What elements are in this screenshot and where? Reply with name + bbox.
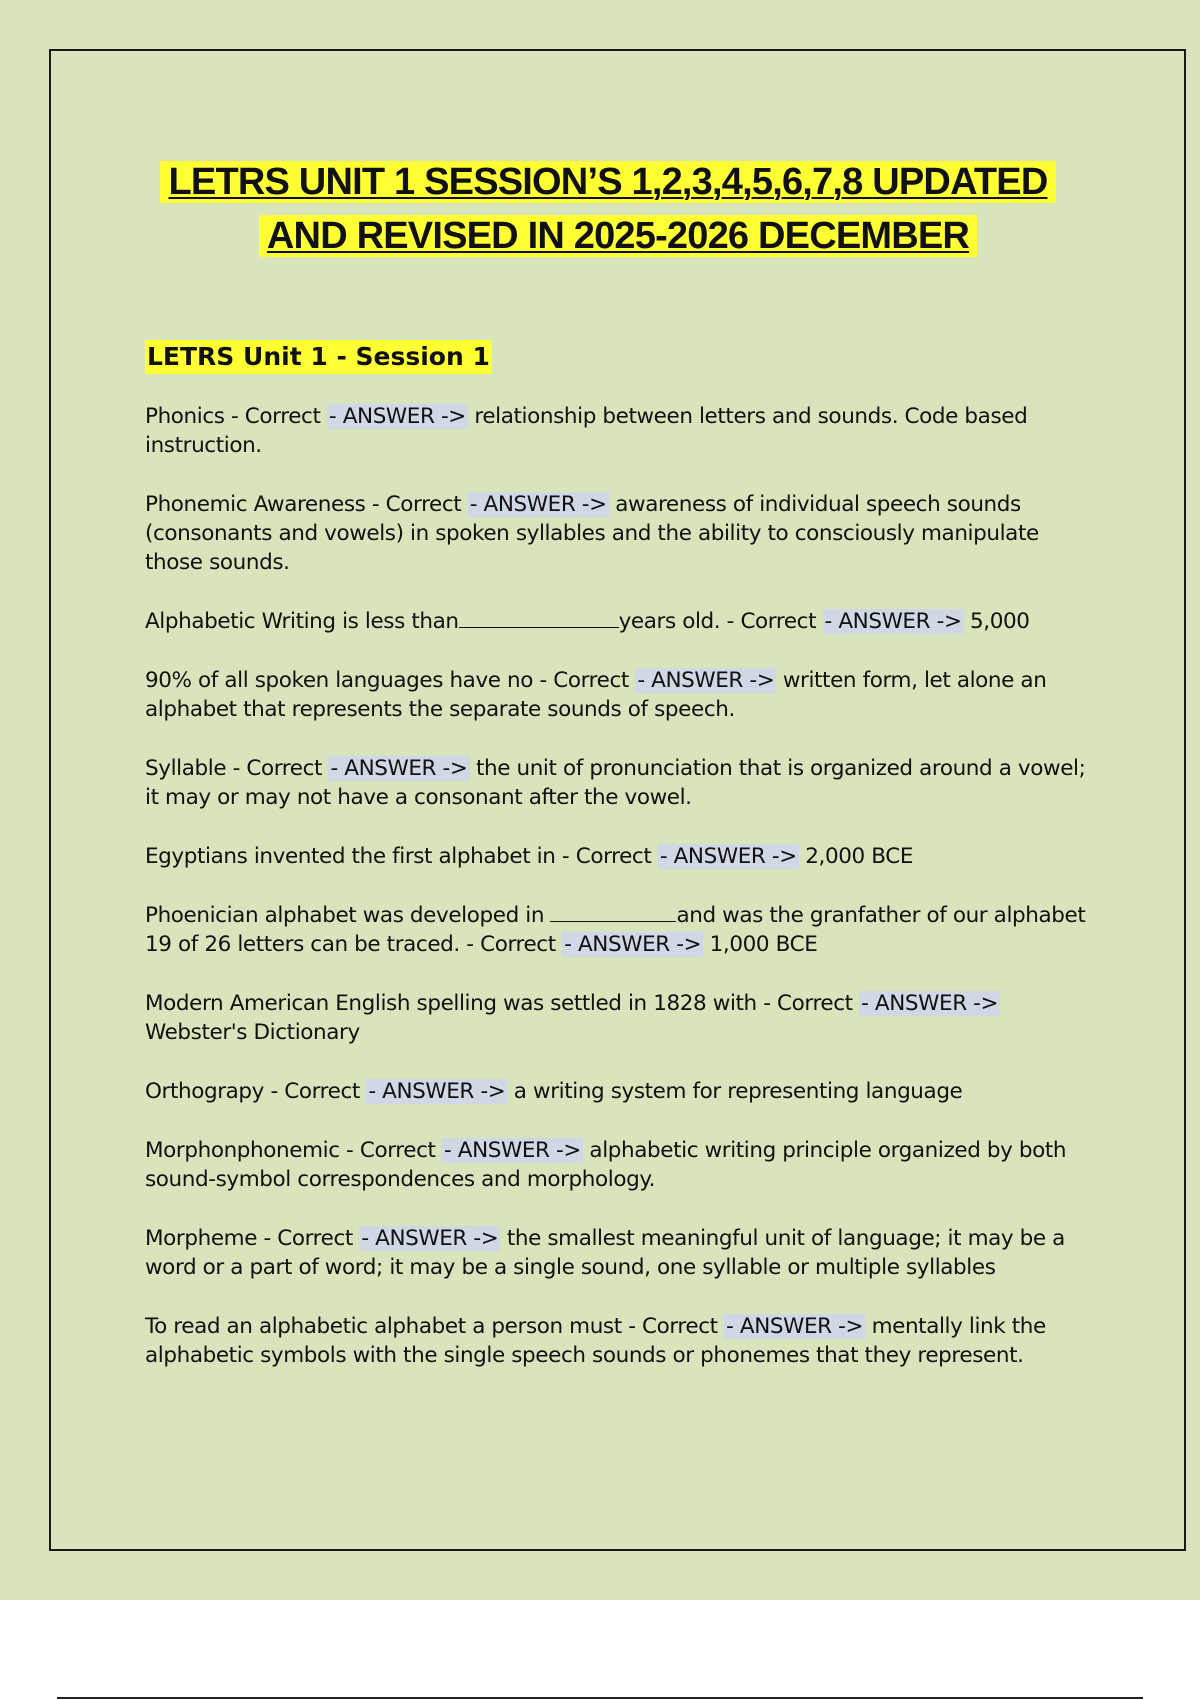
answer-tag: - ANSWER -> (637, 668, 775, 693)
qa-item-spoken-languages (145, 666, 1090, 724)
question: Morpheme - (145, 1226, 278, 1251)
qa-item-egyptians (145, 842, 1090, 871)
question: 90% of all spoken languages have no - (145, 668, 554, 693)
qa-item-phoenician (145, 901, 1090, 959)
correct-label: Correct (244, 404, 327, 429)
correct-label: Correct (480, 932, 563, 957)
title-line-1: LETRS UNIT 1 SESSION’S 1,2,3,4,5,6,7,8 UPDATED (160, 161, 1055, 203)
correct-label: Correct (385, 492, 468, 517)
answer-tag: - ANSWER -> (368, 1079, 506, 1104)
answer-tag: - ANSWER -> (330, 756, 468, 781)
title-line-2: AND REVISED IN 2025-2026 DECEMBER (259, 215, 977, 257)
answer: a writing system for representing language (507, 1079, 963, 1104)
answer-tag: - ANSWER -> (861, 991, 999, 1016)
answer-tag: - ANSWER -> (726, 1314, 864, 1339)
correct-label: Correct (777, 991, 860, 1016)
qa-list (145, 402, 1090, 1370)
answer: 2,000 BCE (798, 844, 914, 869)
qa-item-modern-spelling (145, 989, 1090, 1047)
question: Syllable - (145, 756, 247, 781)
qa-item-syllable (145, 754, 1090, 812)
footer-divider (57, 1697, 1143, 1699)
answer: written form, let alone an alphabet that represents the separate sounds of speech. (145, 668, 1047, 722)
correct-label: Correct (553, 668, 636, 693)
correct-label: Correct (359, 1138, 442, 1163)
correct-label: Correct (642, 1314, 725, 1339)
answer-tag: - ANSWER -> (564, 932, 702, 957)
correct-label: Correct (277, 1226, 360, 1251)
answer-tag: - ANSWER -> (824, 609, 962, 634)
answer: 1,000 BCE (703, 932, 818, 957)
correct-label: Correct (246, 756, 329, 781)
answer: the smallest meaningful unit of language; it may be a word or a part of word; it may be a single sound, one syllable or multiple syllables (145, 1226, 1065, 1280)
question-continued: years old. - (618, 609, 741, 634)
question: Phoenician alphabet was developed in (145, 903, 551, 928)
qa-item-read-alphabet (145, 1312, 1090, 1370)
question-continued: and was the granfather of our alphabet 19 of 26 letters can be traced. - (145, 903, 1086, 957)
answer-tag: - ANSWER -> (469, 492, 607, 517)
qa-item-morphophonemic (145, 1136, 1090, 1194)
question: Orthograpy - (145, 1079, 285, 1104)
fill-in-blank (459, 609, 619, 628)
question: Modern American English spelling was settled in 1828 with - (145, 991, 778, 1016)
answer: alphabetic writing principle organized by both sound-symbol correspondences and morphology. (145, 1138, 1067, 1192)
qa-item-alphabetic-writing (145, 607, 1090, 636)
answer-tag: - ANSWER -> (659, 844, 797, 869)
qa-item-morpheme (145, 1224, 1090, 1282)
document-title (0, 155, 1200, 263)
correct-label: Correct (575, 844, 658, 869)
answer: awareness of individual speech sounds (consonants and vowels) in spoken syllables and the ability to consciously manipulate those sounds. (145, 492, 1039, 575)
answer: Webster's Dictionary (145, 1020, 360, 1045)
answer: mentally link the alphabetic symbols with the single speech sounds or phonemes that they represent. (145, 1314, 1046, 1368)
answer: the unit of pronunciation that is organized around a vowel; it may or may not have a consonant after the vowel. (145, 756, 1086, 810)
correct-label: Correct (740, 609, 823, 634)
answer-tag: - ANSWER -> (443, 1138, 581, 1163)
answer: relationship between letters and sounds. Code based instruction. (145, 404, 1028, 458)
fill-in-blank (550, 903, 676, 922)
correct-label: Correct (284, 1079, 367, 1104)
question: To read an alphabetic alphabet a person must - (145, 1314, 642, 1339)
session-heading: LETRS Unit 1 - Session 1 (145, 340, 492, 374)
question: Morphonphonemic - (145, 1138, 360, 1163)
answer-tag: - ANSWER -> (328, 404, 466, 429)
question: Alphabetic Writing is less than (145, 609, 459, 634)
question: Egyptians invented the first alphabet in - (145, 844, 576, 869)
question: Phonics - (145, 404, 245, 429)
answer: 5,000 (963, 609, 1030, 634)
answer-tag: - ANSWER -> (361, 1226, 499, 1251)
qa-item-phonics (145, 402, 1090, 460)
qa-item-phonemic-awareness (145, 490, 1090, 577)
qa-item-orthography (145, 1077, 1090, 1106)
question: Phonemic Awareness - (145, 492, 386, 517)
